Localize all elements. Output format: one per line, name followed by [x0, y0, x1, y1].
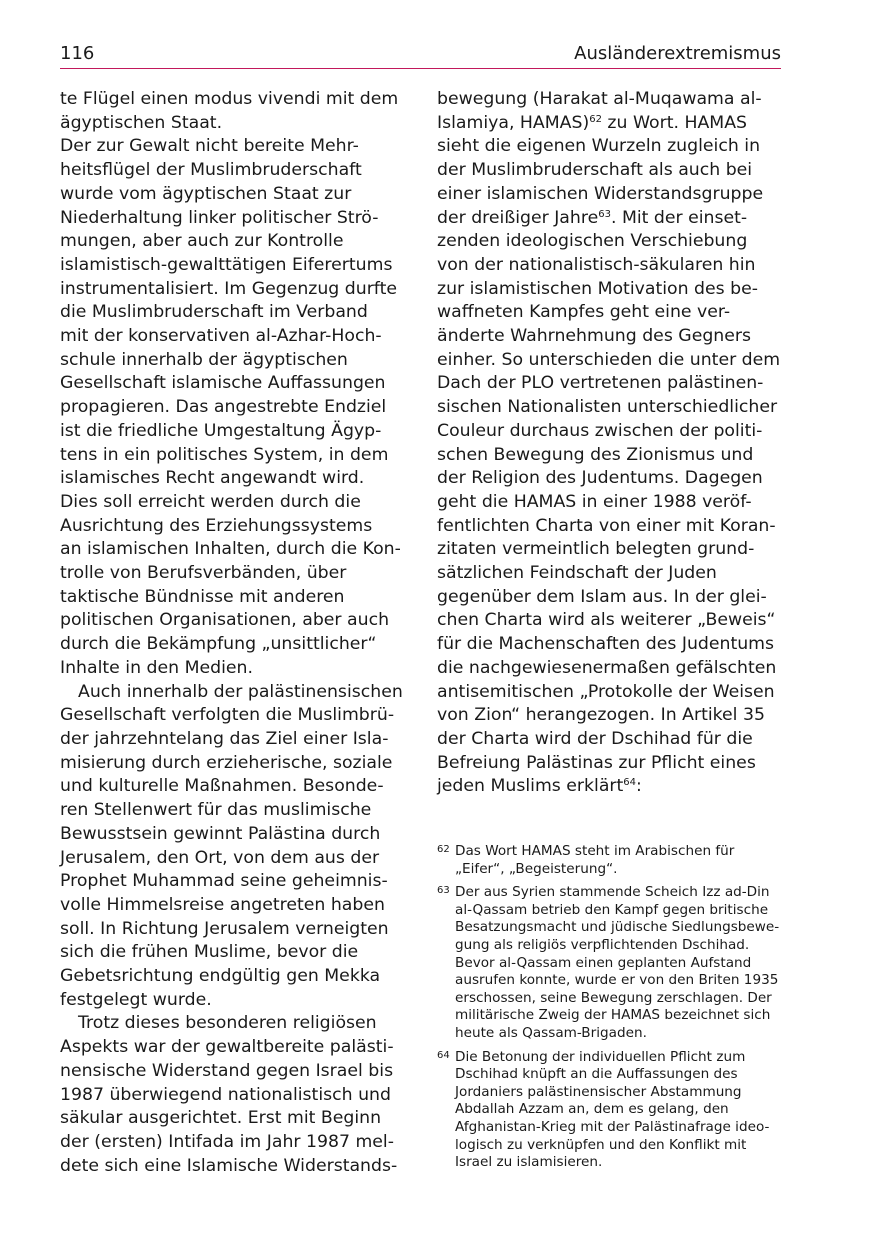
text-line: Der zur Gewalt nicht bereite Mehr-	[60, 136, 359, 157]
footnote-line: logisch zu verknüpfen und den Konflikt mit	[455, 1136, 747, 1153]
footnote-line: Afghanistan-Krieg mit der Palästinafrage ideo-	[455, 1118, 770, 1135]
text-line: an islamischen Inhalten, durch die Kon-	[60, 539, 401, 560]
text-line: sich die frühen Muslime, bevor die	[60, 942, 359, 963]
text-line: zur islamistischen Motivation des be-	[437, 278, 758, 299]
text-line: Islamiya, HAMAS)$^{62}$ zu Wort. HAMAS	[437, 112, 747, 133]
footnote-text	[455, 884, 785, 1042]
text-line: einher. So unterschieden die unter dem	[437, 349, 781, 370]
text-line: die Muslimbruderschaft im Verband	[60, 302, 368, 323]
footnote-line: Besatzungsmacht und jüdische Siedlungsbewe-	[455, 919, 780, 936]
text-line: von Zion“ herangezogen. In Artikel 35	[437, 705, 765, 726]
footnote-number: 63	[437, 885, 450, 897]
text-line: fentlichten Charta von einer mit Koran-	[437, 515, 776, 536]
footnote-line: Das Wort HAMAS steht im Arabischen für	[455, 843, 735, 859]
text-line: te Flügel einen modus vivendi mit dem	[60, 89, 399, 109]
footnote	[437, 1049, 785, 1172]
text-line: Bewusstsein gewinnt Palästina durch	[60, 823, 381, 844]
text-line: Gebetsrichtung endgültig gen Mekka	[60, 966, 381, 987]
footnote-line: gung als religiös verpflichtenden Dschihad.	[455, 936, 750, 953]
left-text-column	[60, 88, 405, 1178]
running-title: Ausländerextremismus	[574, 43, 781, 64]
text-line: schen Bewegung des Zionismus und	[437, 444, 754, 465]
text-line: nensische Widerstand gegen Israel bis	[60, 1060, 394, 1081]
footnote-line: al-Qassam betrieb den Kampf gegen britische	[455, 901, 769, 918]
text-line: Ausrichtung des Erziehungssystems	[60, 515, 373, 536]
text-line: trolle von Berufsverbänden, über	[60, 563, 347, 584]
text-line: Prophet Muhammad seine geheimnis-	[60, 871, 388, 892]
text-line: Jerusalem, den Ort, von dem aus der	[60, 847, 380, 868]
text-line: tens in ein politisches System, in dem	[60, 444, 389, 465]
text-line: änderte Wahrnehmung des Gegners	[437, 326, 751, 347]
text-line: islamisches Recht angewandt wird.	[60, 468, 365, 489]
footnote-line: erschossen, seine Bewegung zerschlagen. Der	[455, 989, 772, 1006]
text-line: bewegung (Harakat al-Muqawama al-	[437, 89, 762, 109]
footnote-line: Jordaniers palästinensischer Abstammung	[455, 1083, 742, 1100]
text-line: jeden Muslims erklärt$^{64}$:	[437, 776, 642, 797]
text-line: mit der konservativen al-Azhar-Hoch-	[60, 326, 382, 347]
footnotes-section	[437, 843, 785, 1178]
text-line: Couleur durchaus zwischen der politi-	[437, 420, 763, 441]
page-number: 116	[60, 43, 95, 64]
footnote-text	[455, 1049, 785, 1172]
text-line: chen Charta wird als weiterer „Beweis“	[437, 610, 776, 631]
text-line: taktische Bündnisse mit anderen	[60, 586, 345, 607]
text-line: wurde vom ägyptischen Staat zur	[60, 183, 352, 204]
footnote-number: 64	[437, 1049, 450, 1061]
text-line: geht die HAMAS in einer 1988 veröf-	[437, 491, 752, 512]
page-header	[60, 42, 781, 69]
text-line: ist die friedliche Umgestaltung Ägyp-	[60, 420, 382, 441]
text-line: mungen, aber auch zur Kontrolle	[60, 231, 344, 252]
text-line: Trotz dieses besonderen religiösen	[78, 1013, 377, 1034]
text-line: Befreiung Palästinas zur Pflicht eines	[437, 752, 756, 773]
footnote-line: Bevor al-Qassam einen geplanten Aufstand	[455, 954, 752, 971]
text-line: soll. In Richtung Jerusalem verneigten	[60, 918, 389, 939]
footnote-line: militärische Zweig der HAMAS bezeichnet sich	[455, 1007, 771, 1024]
text-line: der Muslimbruderschaft als auch bei	[437, 160, 753, 181]
text-line: schule innerhalb der ägyptischen	[60, 349, 348, 370]
right-text-column	[437, 88, 785, 799]
text-line: säkular ausgerichtet. Erst mit Beginn	[60, 1108, 382, 1129]
text-line: Dies soll erreicht werden durch die	[60, 491, 361, 512]
footnote-line: ausrufen konnte, wurde er von den Briten 1935	[455, 972, 779, 989]
text-line: instrumentalisiert. Im Gegenzug durfte	[60, 278, 397, 299]
text-line: sieht die eigenen Wurzeln zugleich in	[437, 136, 761, 157]
text-line: einer islamischen Widerstandsgruppe	[437, 183, 764, 204]
footnote-line: Abdallah Azzam an, dem es gelang, den	[455, 1101, 729, 1118]
text-line: waffneten Kampfes geht eine ver-	[437, 302, 731, 323]
text-line: islamistisch-gewalttätigen Eiferertums	[60, 254, 393, 275]
text-line: dete sich eine Islamische Widerstands-	[60, 1155, 398, 1176]
text-line: ren Stellenwert für das muslimische	[60, 800, 372, 821]
text-line: Inhalte in den Medien.	[60, 657, 253, 678]
text-line: von der nationalistisch-säkularen hin	[437, 254, 756, 275]
footnote	[437, 884, 785, 1042]
footnote-line: heute als Qassam-Brigaden.	[455, 1024, 647, 1041]
footnote-line: Dschihad knüpft an die Auffassungen des	[455, 1066, 738, 1083]
footnote-number: 62	[437, 844, 450, 855]
text-line: und kulturelle Maßnahmen. Besonde-	[60, 776, 384, 797]
text-line: volle Himmelsreise angetreten haben	[60, 894, 385, 915]
footnote	[437, 843, 785, 878]
footnote-line: Israel zu islamisieren.	[455, 1154, 603, 1171]
text-line: der jahrzehntelang das Ziel einer Isla-	[60, 728, 389, 749]
footnote-ref: 62	[589, 113, 602, 125]
text-line: der dreißiger Jahre$^{63}$. Mit der einset-	[437, 207, 748, 228]
text-line: Dach der PLO vertretenen palästinen-	[437, 373, 764, 394]
text-line: sätzlichen Feindschaft der Juden	[437, 563, 717, 584]
text-line: propagieren. Das angestrebte Endziel	[60, 397, 387, 418]
footnote-line: Der aus Syrien stammende Scheich Izz ad-Din	[455, 884, 770, 901]
text-line: Aspekts war der gewaltbereite palästi-	[60, 1037, 394, 1058]
text-line: politischen Organisationen, aber auch	[60, 610, 390, 631]
text-line: misierung durch erzieherische, soziale	[60, 752, 393, 773]
footnote-ref: 64	[623, 777, 637, 789]
text-line: antisemitischen „Protokolle der Weisen	[437, 681, 775, 702]
footnote-ref: 63	[598, 208, 611, 220]
text-line: Gesellschaft verfolgten die Muslimbrü-	[60, 705, 395, 726]
text-line: zitaten vermeintlich belegten grund-	[437, 539, 755, 560]
text-line: gegenüber dem Islam aus. In der glei-	[437, 586, 767, 607]
text-line: Gesellschaft islamische Auffassungen	[60, 373, 386, 394]
footnote-line: Die Betonung der individuellen Pflicht zum	[455, 1048, 746, 1065]
text-line: zenden ideologischen Verschiebung	[437, 231, 748, 252]
text-line: heitsflügel der Muslimbruderschaft	[60, 160, 362, 181]
text-line: der Charta wird der Dschihad für die	[437, 728, 753, 749]
text-line: für die Machenschaften des Judentums	[437, 634, 775, 655]
text-line: sischen Nationalisten unterschiedlicher	[437, 397, 778, 418]
text-line: der (ersten) Intifada im Jahr 1987 mel-	[60, 1131, 394, 1152]
text-line: ägyptischen Staat.	[60, 112, 223, 133]
text-line: festgelegt wurde.	[60, 989, 212, 1010]
text-line: durch die Bekämpfung „unsittlicher“	[60, 634, 377, 655]
text-line: der Religion des Judentums. Dagegen	[437, 468, 763, 489]
text-line: 1987 überwiegend nationalistisch und	[60, 1084, 391, 1105]
text-line: Auch innerhalb der palästinensischen	[78, 681, 403, 702]
text-line: die nachgewiesenermaßen gefälschten	[437, 657, 777, 678]
text-line: Niederhaltung linker politischer Strö-	[60, 207, 379, 228]
footnote-line: „Eifer“, „Begeisterung“.	[455, 860, 618, 877]
footnote-text	[455, 843, 785, 878]
